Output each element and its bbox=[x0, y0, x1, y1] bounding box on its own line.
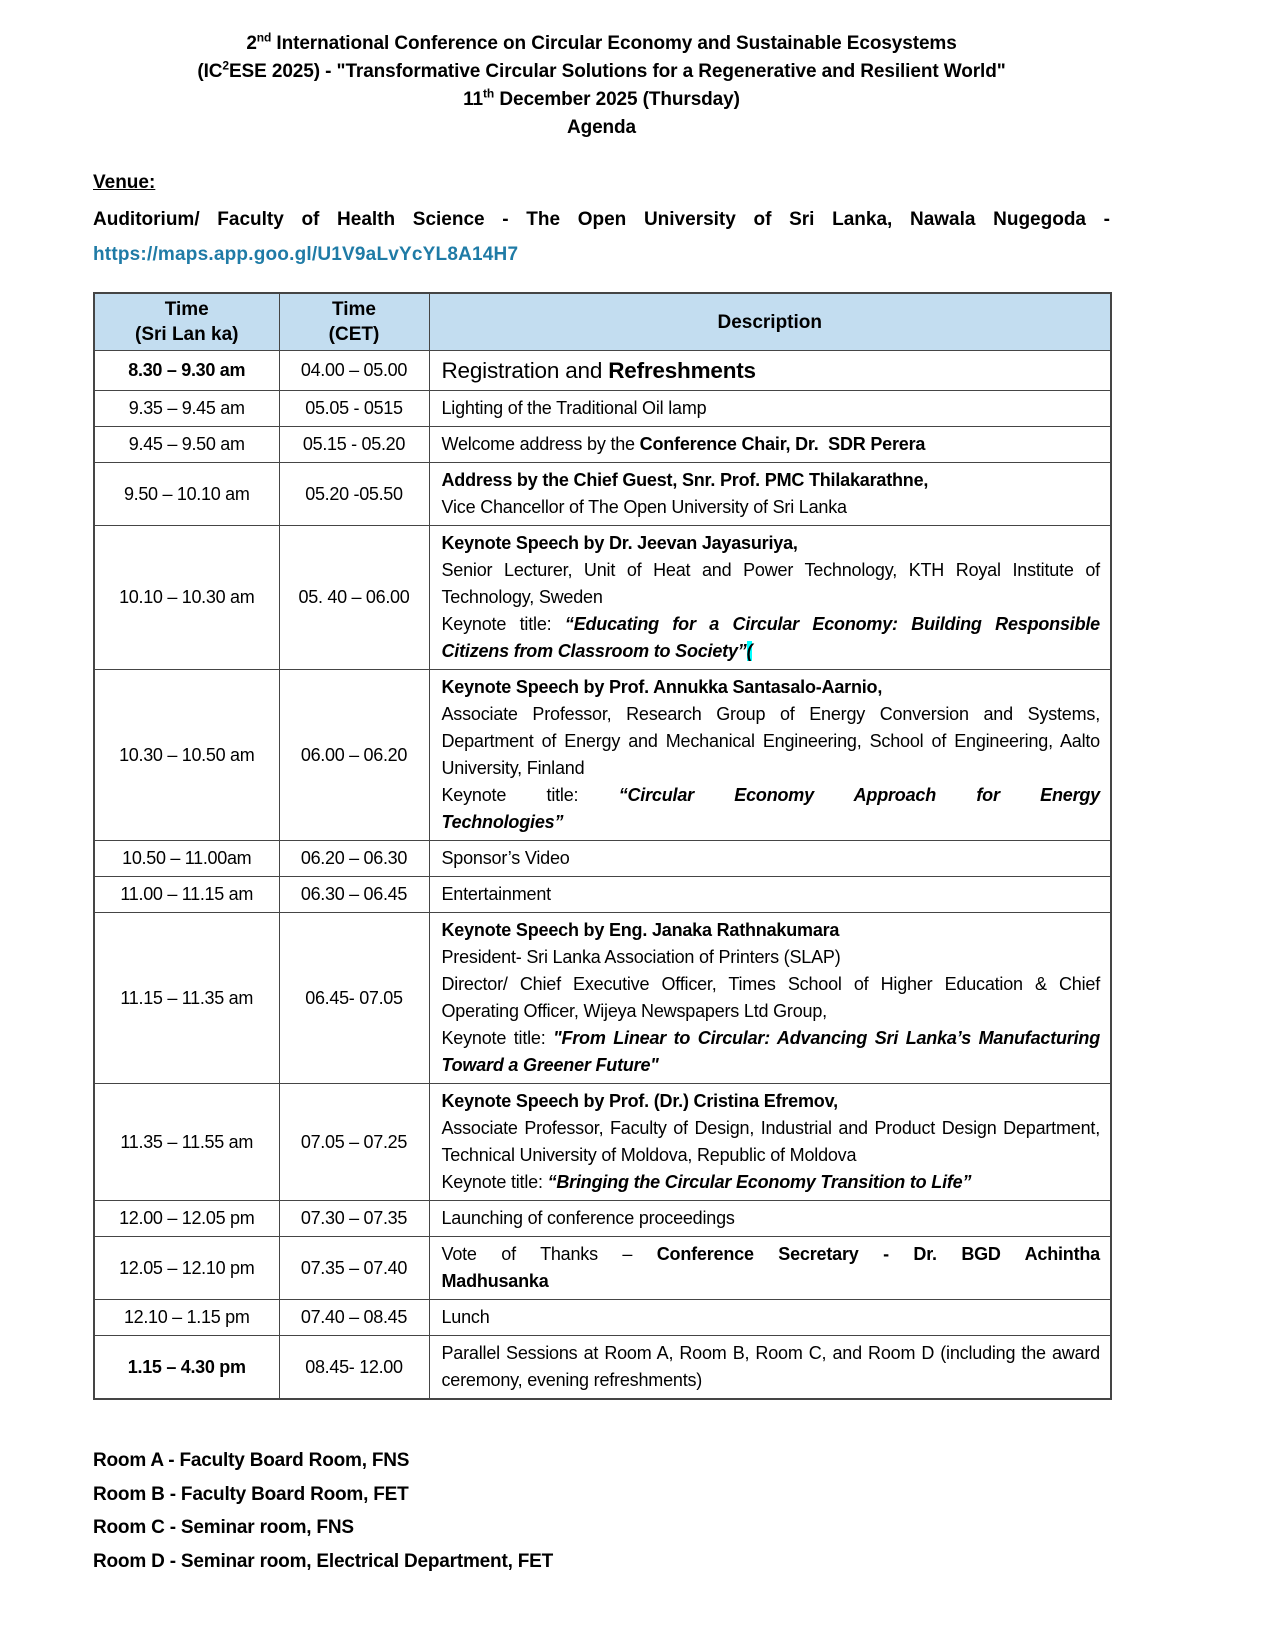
room-legend bbox=[93, 1444, 1110, 1578]
description-cell: Keynote Speech by Prof. Annukka Santasalo-Aarnio, Associate Professor, Research Group of Energy Conversion and Systems, Department of Energy and Mechanical Engineering, School of Engineering, Aalto University, Finland Keynote title: “Circular Economy Approach for Energy Technologies” bbox=[429, 670, 1111, 841]
room-legend-item: Room A - Faculty Board Room, FNS bbox=[93, 1450, 410, 1471]
table-row bbox=[94, 877, 1111, 913]
description-cell: Launching of conference proceedings bbox=[429, 1201, 1111, 1237]
room-legend-item: Room D - Seminar room, Electrical Department, FET bbox=[93, 1550, 554, 1572]
time-cell-cet: 04.00 – 05.00 bbox=[279, 351, 429, 391]
table-row bbox=[94, 463, 1111, 526]
agenda-heading: Agenda bbox=[566, 117, 637, 138]
time-cell-srilanka: 8.30 – 9.30 am bbox=[94, 351, 279, 391]
table-row bbox=[94, 427, 1111, 463]
document-title bbox=[93, 30, 1110, 142]
time-cell-srilanka: 9.45 – 9.50 am bbox=[94, 427, 279, 463]
time-cell-srilanka: 11.15 – 11.35 am bbox=[94, 913, 279, 1084]
time-cell-srilanka: 9.35 – 9.45 am bbox=[94, 391, 279, 427]
time-cell-cet: 05.15 - 05.20 bbox=[279, 427, 429, 463]
time-cell-srilanka: 11.00 – 11.15 am bbox=[94, 877, 279, 913]
time-cell-cet: 06.45- 07.05 bbox=[279, 913, 429, 1084]
time-cell-cet: 07.05 – 07.25 bbox=[279, 1084, 429, 1201]
table-header-time-srilanka: Time (Sri Lan ka) bbox=[94, 293, 279, 351]
table-header-description: Description bbox=[429, 293, 1111, 351]
table-row bbox=[94, 670, 1111, 841]
table-row bbox=[94, 1336, 1111, 1400]
description-cell: Entertainment bbox=[429, 877, 1111, 913]
description-cell: Keynote Speech by Prof. (Dr.) Cristina Efremov, Associate Professor, Faculty of Design, Industrial and Product Design Department, Technical University of Moldova, Republic of Moldova Keynote title: “Bringing the Circular Economy Transition to Life” bbox=[429, 1084, 1111, 1201]
map-link[interactable]: https://maps.app.goo.gl/U1V9aLvYcYL8A14H7 bbox=[93, 244, 519, 265]
time-cell-cet: 08.45- 12.00 bbox=[279, 1336, 429, 1400]
time-cell-srilanka: 9.50 – 10.10 am bbox=[94, 463, 279, 526]
time-cell-cet: 06.20 – 06.30 bbox=[279, 841, 429, 877]
table-header-row bbox=[94, 293, 1111, 351]
time-cell-cet: 06.30 – 06.45 bbox=[279, 877, 429, 913]
venue-address: Auditorium/ Faculty of Health Science - The Open University of Sri Lanka, Nawala Nugegoda - bbox=[93, 209, 1110, 230]
description-cell: Registration and Refreshments bbox=[429, 351, 1111, 391]
description-cell: Welcome address by the Conference Chair, Dr. SDR Perera bbox=[429, 427, 1111, 463]
time-cell-srilanka: 10.30 – 10.50 am bbox=[94, 670, 279, 841]
table-row bbox=[94, 526, 1111, 670]
time-cell-cet: 05.20 -05.50 bbox=[279, 463, 429, 526]
table-row bbox=[94, 391, 1111, 427]
agenda-table bbox=[93, 292, 1112, 1400]
room-legend-item: Room C - Seminar room, FNS bbox=[93, 1517, 354, 1538]
time-cell-srilanka: 11.35 – 11.55 am bbox=[94, 1084, 279, 1201]
table-row bbox=[94, 1300, 1111, 1336]
table-header-time-cet: Time (CET) bbox=[279, 293, 429, 351]
time-cell-srilanka: 12.10 – 1.15 pm bbox=[94, 1300, 279, 1336]
table-row bbox=[94, 1237, 1111, 1300]
time-cell-srilanka: 12.00 – 12.05 pm bbox=[94, 1201, 279, 1237]
description-cell: Vote of Thanks – Conference Secretary - Dr. BGD Achintha Madhusanka bbox=[429, 1237, 1111, 1300]
superscript: th bbox=[483, 86, 495, 101]
time-cell-srilanka: 12.05 – 12.10 pm bbox=[94, 1237, 279, 1300]
conference-title-line-1: 2nd International Conference on Circular Economy and Sustainable Ecosystems bbox=[246, 30, 957, 54]
conference-date-line: 11th December 2025 (Thursday) bbox=[463, 86, 740, 110]
description-cell: Keynote Speech by Eng. Janaka Rathnakumara President- Sri Lanka Association of Printers (SLAP) Director/ Chief Executive Officer, Times School of Higher Education & Chief Operating Officer, Wijeya Newspapers Ltd Group, Keynote title: "From Linear to Circular: Advancing Sri Lanka’s Manufacturing Toward a Greener Future" bbox=[429, 913, 1111, 1084]
description-cell: Lunch bbox=[429, 1300, 1111, 1336]
time-cell-cet: 07.35 – 07.40 bbox=[279, 1237, 429, 1300]
time-cell-cet: 07.40 – 08.45 bbox=[279, 1300, 429, 1336]
conference-title-line-2: ($IC^2ESE$ 2025) - "Transformative Circular Solutions for a Regenerative and Resilient World" bbox=[197, 58, 1006, 82]
table-row bbox=[94, 913, 1111, 1084]
table-row bbox=[94, 1201, 1111, 1237]
venue-label: Venue: bbox=[93, 172, 156, 193]
description-cell: Address by the Chief Guest, Snr. Prof. PMC Thilakarathne, Vice Chancellor of The Open University of Sri Lanka bbox=[429, 463, 1111, 526]
description-cell: Parallel Sessions at Room A, Room B, Room C, and Room D (including the award ceremony, evening refreshments) bbox=[429, 1336, 1111, 1400]
room-legend-item: Room B - Faculty Board Room, FET bbox=[93, 1483, 409, 1505]
table-row bbox=[94, 1084, 1111, 1201]
table-row bbox=[94, 841, 1111, 877]
time-cell-cet: 06.00 – 06.20 bbox=[279, 670, 429, 841]
superscript: nd bbox=[256, 30, 272, 45]
time-cell-cet: 05.05 - 0515 bbox=[279, 391, 429, 427]
description-cell: Keynote Speech by Dr. Jeevan Jayasuriya, Senior Lecturer, Unit of Heat and Power Technology, KTH Royal Institute of Technology, Sweden Keynote title: “Educating for a Circular Economy: Building Responsible Citizens from Classroom to Society”( bbox=[429, 526, 1111, 670]
time-cell-srilanka: 10.10 – 10.30 am bbox=[94, 526, 279, 670]
time-cell-srilanka: 10.50 – 11.00am bbox=[94, 841, 279, 877]
time-cell-cet: 05. 40 – 06.00 bbox=[279, 526, 429, 670]
description-cell: Lighting of the Traditional Oil lamp bbox=[429, 391, 1111, 427]
description-cell: Sponsor’s Video bbox=[429, 841, 1111, 877]
time-cell-cet: 07.30 – 07.35 bbox=[279, 1201, 429, 1237]
superscript: 2 bbox=[222, 58, 229, 73]
time-cell-srilanka: 1.15 – 4.30 pm bbox=[94, 1336, 279, 1400]
table-row bbox=[94, 351, 1111, 391]
